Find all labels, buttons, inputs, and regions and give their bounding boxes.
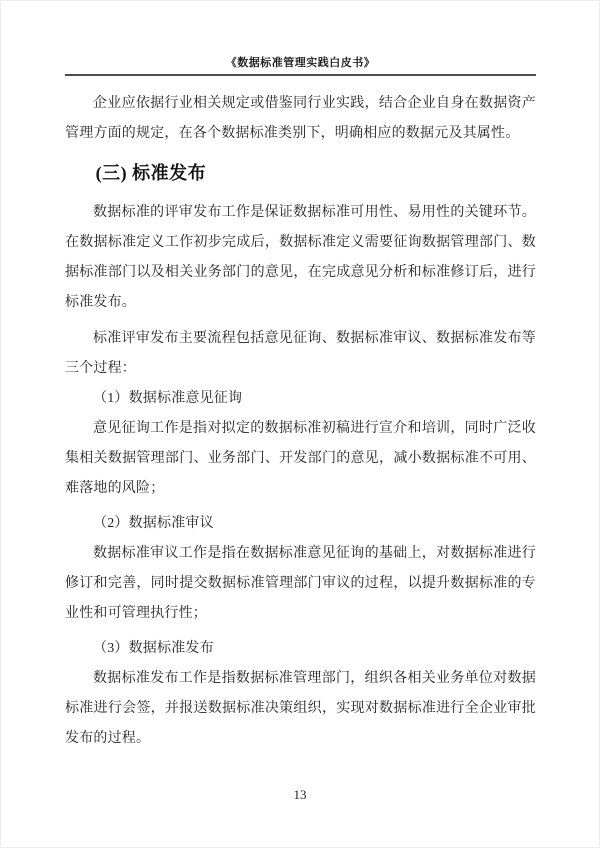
header-divider [65,74,536,76]
item-3-body: 数据标准发布工作是指数据标准管理部门，组织各相关业务单位对数据标准进行会签，并报送数据标准决策组织，实现对数据标准进行全企业审批发布的过程。 [65,671,536,746]
section-heading: (三) 标准发布 [95,163,207,183]
item-2-heading: （2）数据标准审议 [93,516,214,531]
page-footer [1,786,599,847]
section-overview-paragraph: 数据标准的评审发布工作是保证数据标准可用性、易用性的关键环节。在数据标准定义工作初步完成后，数据标准定义需要征询数据管理部门、数据标准部门以及相关业务部门的意见，在完成意见分析和标准修订后，进行标准发布。 [65,205,536,310]
item-2-body: 数据标准审议工作是指在数据标准意见征询的基础上，对数据标准进行修订和完善，同时提交数据标准管理部门审议的过程，以提升数据标准的专业性和可管理执行性； [65,546,536,621]
page-number: 13 [293,787,307,802]
intro-paragraph: 企业应依据行业相关规定或借鉴同行业实践，结合企业自身在数据资产管理方面的规定，在各个数据标准类别下，明确相应的数据元及其属性。 [65,96,536,141]
process-intro-paragraph: 标准评审发布主要流程包括意见征询、数据标准审议、数据标准发布等三个过程： [65,331,536,376]
running-header-title: 《数据标准管理实践白皮书》 [225,57,376,69]
item-3-heading: （3）数据标准发布 [93,641,214,656]
item-1-heading: （1）数据标准意见征询 [93,391,243,406]
page-header [65,1,536,76]
page-body [65,89,536,754]
item-1-body: 意见征询工作是指对拟定的数据标准初稿进行宣介和培训，同时广泛收集相关数据管理部门、业务部门、开发部门的意见，减小数据标准不可用、难落地的风险； [65,421,536,496]
